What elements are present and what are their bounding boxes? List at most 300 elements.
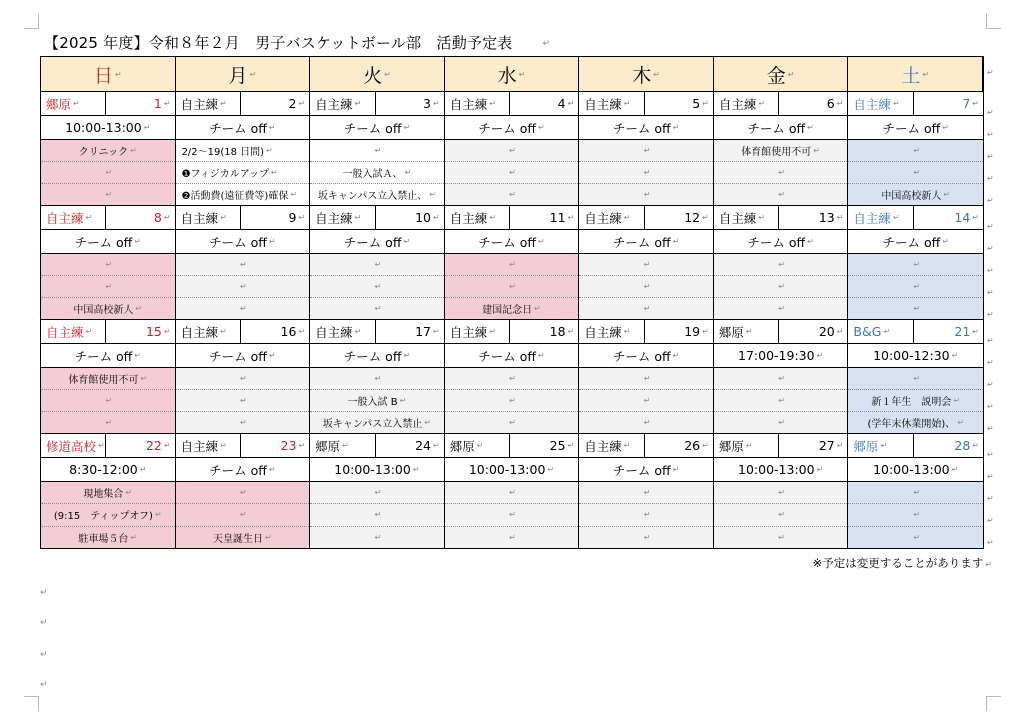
paragraph-mark: ↵ xyxy=(268,465,276,474)
note-lines xyxy=(310,482,444,548)
activity-time-text: チーム off xyxy=(747,120,806,136)
note-line xyxy=(714,140,848,162)
activity-time xyxy=(310,458,444,482)
paragraph-mark: ↵ xyxy=(384,69,391,79)
note-line xyxy=(445,298,579,319)
location-label xyxy=(310,434,375,457)
day-number-text: 14 xyxy=(954,210,971,225)
note-lines xyxy=(579,368,713,433)
paragraph-mark: ↵ xyxy=(374,532,382,542)
note-line xyxy=(310,184,444,205)
paragraph-mark: ↵ xyxy=(509,190,516,199)
paragraph-mark: ↵ xyxy=(951,465,959,474)
day-number-text: 8 xyxy=(153,210,162,225)
day-number xyxy=(106,434,174,457)
note-line xyxy=(176,140,310,162)
location-label xyxy=(41,92,106,115)
note-line xyxy=(579,184,713,205)
paragraph-mark: ↵ xyxy=(139,465,147,474)
paragraph-mark: ↵ xyxy=(778,418,785,427)
note-line xyxy=(714,482,848,504)
note-line xyxy=(41,140,175,162)
note-line xyxy=(41,504,175,526)
location-text: 自主練 xyxy=(46,324,84,340)
paragraph-mark: ↵ xyxy=(105,396,113,405)
empty-paragraph-mark: ↵ xyxy=(40,618,48,628)
day-number-text: 11 xyxy=(549,210,566,225)
activity-time xyxy=(848,344,983,368)
paragraph-mark: ↵ xyxy=(985,560,992,569)
paragraph-mark: ↵ xyxy=(542,38,551,49)
empty-paragraph-mark: ↵ xyxy=(40,588,48,598)
day-number xyxy=(779,320,847,343)
note-line xyxy=(445,527,579,548)
day-number-text: 5 xyxy=(692,96,701,111)
note-line xyxy=(176,184,310,205)
location-label xyxy=(714,320,779,343)
note-lines xyxy=(41,368,175,433)
note-text: 現地集合 xyxy=(83,489,124,501)
activity-time-text: チーム off xyxy=(478,120,536,136)
activity-time xyxy=(310,230,444,254)
activity-time-text: チーム off xyxy=(747,234,806,250)
activity-time-text: 10:00-13:00 xyxy=(65,120,142,135)
note-lines xyxy=(176,368,310,433)
note-line xyxy=(41,254,175,276)
paragraph-mark: ↵ xyxy=(778,396,785,405)
day-header-row xyxy=(714,206,848,230)
location-label xyxy=(848,206,914,229)
activity-time-text: チーム off xyxy=(882,120,941,136)
paragraph-mark: ↵ xyxy=(476,441,484,450)
paragraph-mark: ↵ xyxy=(702,213,709,222)
note-text: 体育館使用不可 xyxy=(741,147,812,158)
activity-time-text: チーム off xyxy=(612,462,671,478)
day-number xyxy=(510,92,578,115)
paragraph-mark: ↵ xyxy=(758,213,766,222)
weekday-label: 月 xyxy=(228,64,248,87)
day-number-text: 12 xyxy=(684,210,701,225)
note-text: 2/2～19(18 日間) xyxy=(181,147,265,158)
note-line xyxy=(848,412,983,433)
paragraph-mark: ↵ xyxy=(538,237,545,246)
location-text: 自主練 xyxy=(180,438,219,454)
paragraph-mark: ↵ xyxy=(268,123,276,132)
note-text: 天皇誕生日 xyxy=(213,533,263,545)
paragraph-mark: ↵ xyxy=(240,488,247,498)
day-number xyxy=(376,206,444,229)
paragraph-mark: ↵ xyxy=(816,465,824,474)
note-line xyxy=(848,140,983,162)
paragraph-mark: ↵ xyxy=(972,99,979,108)
location-text: B&G xyxy=(853,324,882,339)
activity-time-text: チーム off xyxy=(209,462,267,478)
paragraph-mark: ↵ xyxy=(892,99,900,108)
location-text: 自主練 xyxy=(718,96,757,112)
paragraph-mark: ↵ xyxy=(702,441,709,450)
note-line xyxy=(848,482,983,504)
note-lines xyxy=(579,140,713,205)
empty-paragraph-mark: ↵ xyxy=(40,650,48,660)
paragraph-mark: ↵ xyxy=(643,260,651,269)
paragraph-mark: ↵ xyxy=(913,488,921,498)
paragraph-mark: ↵ xyxy=(643,510,651,520)
day-cell xyxy=(176,206,311,320)
day-number-text: 13 xyxy=(818,210,835,225)
note-line xyxy=(310,412,444,433)
note-text: 体育館使用不可 xyxy=(68,375,139,386)
note-text: (9:15 ティップオフ) xyxy=(53,511,153,523)
paragraph-mark: ↵ xyxy=(672,351,680,360)
note-text: 一般入試Ａ、 xyxy=(342,169,403,180)
day-number-text: 15 xyxy=(145,324,162,339)
paragraph-mark: ↵ xyxy=(403,123,411,132)
location-text: 郷原 xyxy=(449,438,475,454)
note-line xyxy=(310,162,444,184)
day-cell xyxy=(579,434,714,548)
paragraph-mark: ↵ xyxy=(643,168,651,177)
activity-time-text: 10:00-13:00 xyxy=(738,462,815,477)
paragraph-mark: ↵ xyxy=(913,532,921,542)
paragraph-mark: ↵ xyxy=(240,396,247,405)
location-text: 郷原 xyxy=(718,438,744,454)
day-cell xyxy=(41,320,176,434)
day-number-text: 20 xyxy=(818,324,835,339)
location-label xyxy=(445,206,510,229)
paragraph-mark: ↵ xyxy=(943,190,951,199)
paragraph-mark: ↵ xyxy=(105,260,113,269)
day-cell xyxy=(176,320,311,434)
note-line xyxy=(714,527,848,548)
location-label xyxy=(41,434,106,457)
weekday-header xyxy=(848,57,983,92)
location-label xyxy=(176,320,241,343)
paragraph-mark: ↵ xyxy=(538,123,545,132)
activity-time xyxy=(445,344,579,368)
day-number-text: 4 xyxy=(557,96,566,111)
activity-time xyxy=(714,344,848,368)
location-text: 自主練 xyxy=(180,324,219,340)
day-cell xyxy=(848,206,983,320)
day-cell xyxy=(445,434,580,548)
location-label xyxy=(176,434,241,457)
paragraph-mark: ↵ xyxy=(957,418,964,427)
location-label xyxy=(848,434,914,457)
activity-time xyxy=(176,116,310,140)
paragraph-mark: ↵ xyxy=(433,99,440,108)
day-number-text: 17 xyxy=(415,324,431,339)
day-cell xyxy=(445,92,580,206)
title-text: 【2025 年度】令和８年２月 男子バスケットボール部 活動予定表 xyxy=(44,34,513,52)
paragraph-mark: ↵ xyxy=(403,237,411,246)
paragraph-mark: ↵ xyxy=(778,532,785,542)
note-line xyxy=(445,412,579,433)
day-header-row xyxy=(848,206,983,230)
paragraph-mark: ↵ xyxy=(913,510,921,520)
location-label xyxy=(310,92,375,115)
day-number-text: 22 xyxy=(145,438,162,453)
note-line xyxy=(848,184,983,205)
activity-time-text: チーム off xyxy=(612,234,671,250)
paragraph-mark: ↵ xyxy=(672,465,680,474)
paragraph-mark: ↵ xyxy=(913,146,921,155)
paragraph-mark: ↵ xyxy=(787,69,795,79)
note-line xyxy=(714,368,848,390)
location-label xyxy=(445,434,510,457)
paragraph-mark: ↵ xyxy=(298,327,306,336)
note-line xyxy=(310,368,444,390)
note-lines xyxy=(714,254,848,319)
note-line xyxy=(176,298,310,319)
note-line xyxy=(176,482,310,504)
footnote xyxy=(813,555,992,571)
activity-time xyxy=(445,230,579,254)
paragraph-mark: ↵ xyxy=(972,213,979,222)
activity-time xyxy=(41,116,175,140)
day-number-text: 28 xyxy=(954,438,971,453)
note-lines xyxy=(176,140,310,205)
day-number-text: 18 xyxy=(549,324,566,339)
note-line xyxy=(310,390,444,412)
paragraph-mark: ↵ xyxy=(745,441,753,450)
paragraph-mark: ↵ xyxy=(913,168,921,177)
paragraph-mark: ↵ xyxy=(290,190,298,199)
note-lines xyxy=(848,254,983,319)
schedule-calendar-table xyxy=(40,56,984,549)
location-label xyxy=(579,434,644,457)
day-header-row xyxy=(848,92,983,116)
paragraph-mark: ↵ xyxy=(509,168,516,177)
activity-time-text: 10:00-12:30 xyxy=(873,348,950,363)
activity-time xyxy=(41,458,175,482)
note-line xyxy=(714,162,848,184)
day-number xyxy=(376,92,444,115)
paragraph-mark: ↵ xyxy=(643,282,651,291)
location-text: 自主練 xyxy=(180,96,219,112)
day-header-row xyxy=(41,320,175,344)
paragraph-mark: ↵ xyxy=(672,237,680,246)
paragraph-mark: ↵ xyxy=(240,510,247,520)
day-number-text: 2 xyxy=(288,96,297,111)
note-lines xyxy=(310,254,444,319)
day-number xyxy=(914,206,983,229)
day-cell xyxy=(579,320,714,434)
note-line xyxy=(445,184,579,205)
day-header-row xyxy=(714,92,848,116)
note-line xyxy=(579,162,713,184)
activity-time-text: チーム off xyxy=(209,120,267,136)
location-label xyxy=(714,92,779,115)
row-end-mark: ↵ xyxy=(987,222,994,231)
activity-time xyxy=(714,116,848,140)
note-line xyxy=(41,412,175,433)
activity-time-text: 10:00-13:00 xyxy=(468,462,546,477)
paragraph-mark: ↵ xyxy=(354,327,362,336)
weekday-header xyxy=(310,57,445,92)
activity-time xyxy=(579,116,713,140)
activity-time xyxy=(310,116,444,140)
day-header-row xyxy=(41,92,175,116)
note-line xyxy=(445,390,579,412)
day-header-row xyxy=(310,206,444,230)
location-text: 自主練 xyxy=(315,210,353,226)
day-cell xyxy=(579,206,714,320)
note-lines xyxy=(41,140,175,205)
activity-time-text: チーム off xyxy=(74,234,133,250)
paragraph-mark: ↵ xyxy=(913,282,921,291)
location-label xyxy=(848,320,914,343)
note-lines xyxy=(445,254,579,319)
day-cell xyxy=(714,320,849,434)
note-text: 中国高校新人 xyxy=(73,305,134,316)
paragraph-mark: ↵ xyxy=(134,237,141,246)
location-text: 自主練 xyxy=(584,438,622,454)
paragraph-mark: ↵ xyxy=(623,441,631,450)
row-end-mark: ↵ xyxy=(987,402,994,411)
document-title xyxy=(44,32,550,53)
paragraph-mark: ↵ xyxy=(125,488,133,498)
location-label xyxy=(176,206,241,229)
paragraph-mark: ↵ xyxy=(745,327,753,336)
day-number-text: 19 xyxy=(684,324,701,339)
note-line xyxy=(579,368,713,390)
activity-time xyxy=(176,230,310,254)
day-number-text: 10 xyxy=(415,210,431,225)
paragraph-mark: ↵ xyxy=(135,304,143,313)
paragraph-mark: ↵ xyxy=(105,282,113,291)
row-end-mark: ↵ xyxy=(987,380,994,389)
paragraph-mark: ↵ xyxy=(509,418,516,427)
day-header-row xyxy=(176,92,310,116)
paragraph-mark: ↵ xyxy=(268,237,276,246)
note-line xyxy=(176,276,310,298)
day-header-row xyxy=(310,434,444,458)
weekday-label: 水 xyxy=(497,64,517,87)
note-line xyxy=(445,140,579,162)
row-end-mark: ↵ xyxy=(987,424,994,433)
paragraph-mark: ↵ xyxy=(623,327,631,336)
paragraph-mark: ↵ xyxy=(240,260,247,269)
activity-time xyxy=(714,230,848,254)
note-lines xyxy=(445,482,579,548)
weekday-header xyxy=(41,57,176,92)
day-number xyxy=(914,434,983,457)
paragraph-mark: ↵ xyxy=(399,396,407,405)
paragraph-mark: ↵ xyxy=(813,146,820,155)
location-label xyxy=(579,320,644,343)
paragraph-mark: ↵ xyxy=(653,69,660,79)
day-number xyxy=(914,320,983,343)
paragraph-mark: ↵ xyxy=(374,374,382,383)
day-header-row xyxy=(579,206,713,230)
day-number xyxy=(779,92,847,115)
paragraph-mark: ↵ xyxy=(489,213,496,222)
location-text: 修道高校 xyxy=(46,438,97,454)
paragraph-mark: ↵ xyxy=(643,304,651,313)
paragraph-mark: ↵ xyxy=(354,213,362,222)
day-cell xyxy=(714,206,849,320)
paragraph-mark: ↵ xyxy=(816,351,824,360)
note-lines xyxy=(714,368,848,433)
day-cell xyxy=(41,92,176,206)
note-line xyxy=(848,504,983,526)
note-lines xyxy=(714,482,848,548)
paragraph-mark: ↵ xyxy=(643,374,651,383)
paragraph-mark: ↵ xyxy=(509,488,516,498)
note-text: 建国記念日 xyxy=(482,305,533,316)
location-text: 自主練 xyxy=(449,210,488,226)
paragraph-mark: ↵ xyxy=(836,441,844,450)
day-number xyxy=(510,206,578,229)
weekday-header xyxy=(445,57,580,92)
day-number-text: 27 xyxy=(818,438,835,453)
paragraph-mark: ↵ xyxy=(623,213,631,222)
row-end-mark: ↵ xyxy=(987,174,994,183)
note-lines xyxy=(41,482,175,548)
day-header-row xyxy=(848,320,983,344)
paragraph-mark: ↵ xyxy=(836,327,844,336)
weekday-header xyxy=(579,57,714,92)
day-number-text: 9 xyxy=(288,210,297,225)
paragraph-mark: ↵ xyxy=(567,213,575,222)
day-header-row xyxy=(445,206,579,230)
activity-time-text: チーム off xyxy=(882,234,941,250)
day-number xyxy=(510,434,578,457)
paragraph-mark: ↵ xyxy=(105,168,113,177)
day-cell xyxy=(176,92,311,206)
paragraph-mark: ↵ xyxy=(154,510,162,520)
paragraph-mark: ↵ xyxy=(220,213,227,222)
activity-time-text: 10:00-13:00 xyxy=(873,462,950,477)
paragraph-mark: ↵ xyxy=(778,374,785,383)
paragraph-mark: ↵ xyxy=(130,146,137,155)
note-line xyxy=(445,504,579,526)
paragraph-mark: ↵ xyxy=(249,69,257,79)
day-cell xyxy=(310,434,445,548)
paragraph-mark: ↵ xyxy=(374,260,382,269)
activity-time-text: チーム off xyxy=(343,348,402,364)
day-header-row xyxy=(176,320,310,344)
note-line xyxy=(579,482,713,504)
activity-time xyxy=(176,344,310,368)
row-end-mark: ↵ xyxy=(987,538,994,547)
paragraph-mark: ↵ xyxy=(778,304,785,313)
paragraph-mark: ↵ xyxy=(892,213,900,222)
day-number-text: 7 xyxy=(962,96,971,111)
note-lines xyxy=(848,368,983,433)
day-header-row xyxy=(445,434,579,458)
activity-time xyxy=(848,116,983,140)
activity-time-text: チーム off xyxy=(209,348,267,364)
paragraph-mark: ↵ xyxy=(489,327,496,336)
paragraph-mark: ↵ xyxy=(942,123,949,132)
day-header-row xyxy=(310,320,444,344)
location-text: 自主練 xyxy=(449,96,488,112)
paragraph-mark: ↵ xyxy=(424,418,431,427)
note-line xyxy=(176,504,310,526)
location-text: 自主練 xyxy=(584,210,622,226)
note-line xyxy=(848,254,983,276)
note-line xyxy=(579,504,713,526)
paragraph-mark: ↵ xyxy=(433,327,440,336)
note-text: (学年末休業開始)、 xyxy=(867,419,956,430)
location-text: 自主練 xyxy=(718,210,757,226)
paragraph-mark: ↵ xyxy=(163,441,171,450)
paragraph-mark: ↵ xyxy=(672,123,680,132)
day-cell xyxy=(41,434,176,548)
paragraph-mark: ↵ xyxy=(342,441,349,450)
row-end-mark: ↵ xyxy=(987,244,994,253)
